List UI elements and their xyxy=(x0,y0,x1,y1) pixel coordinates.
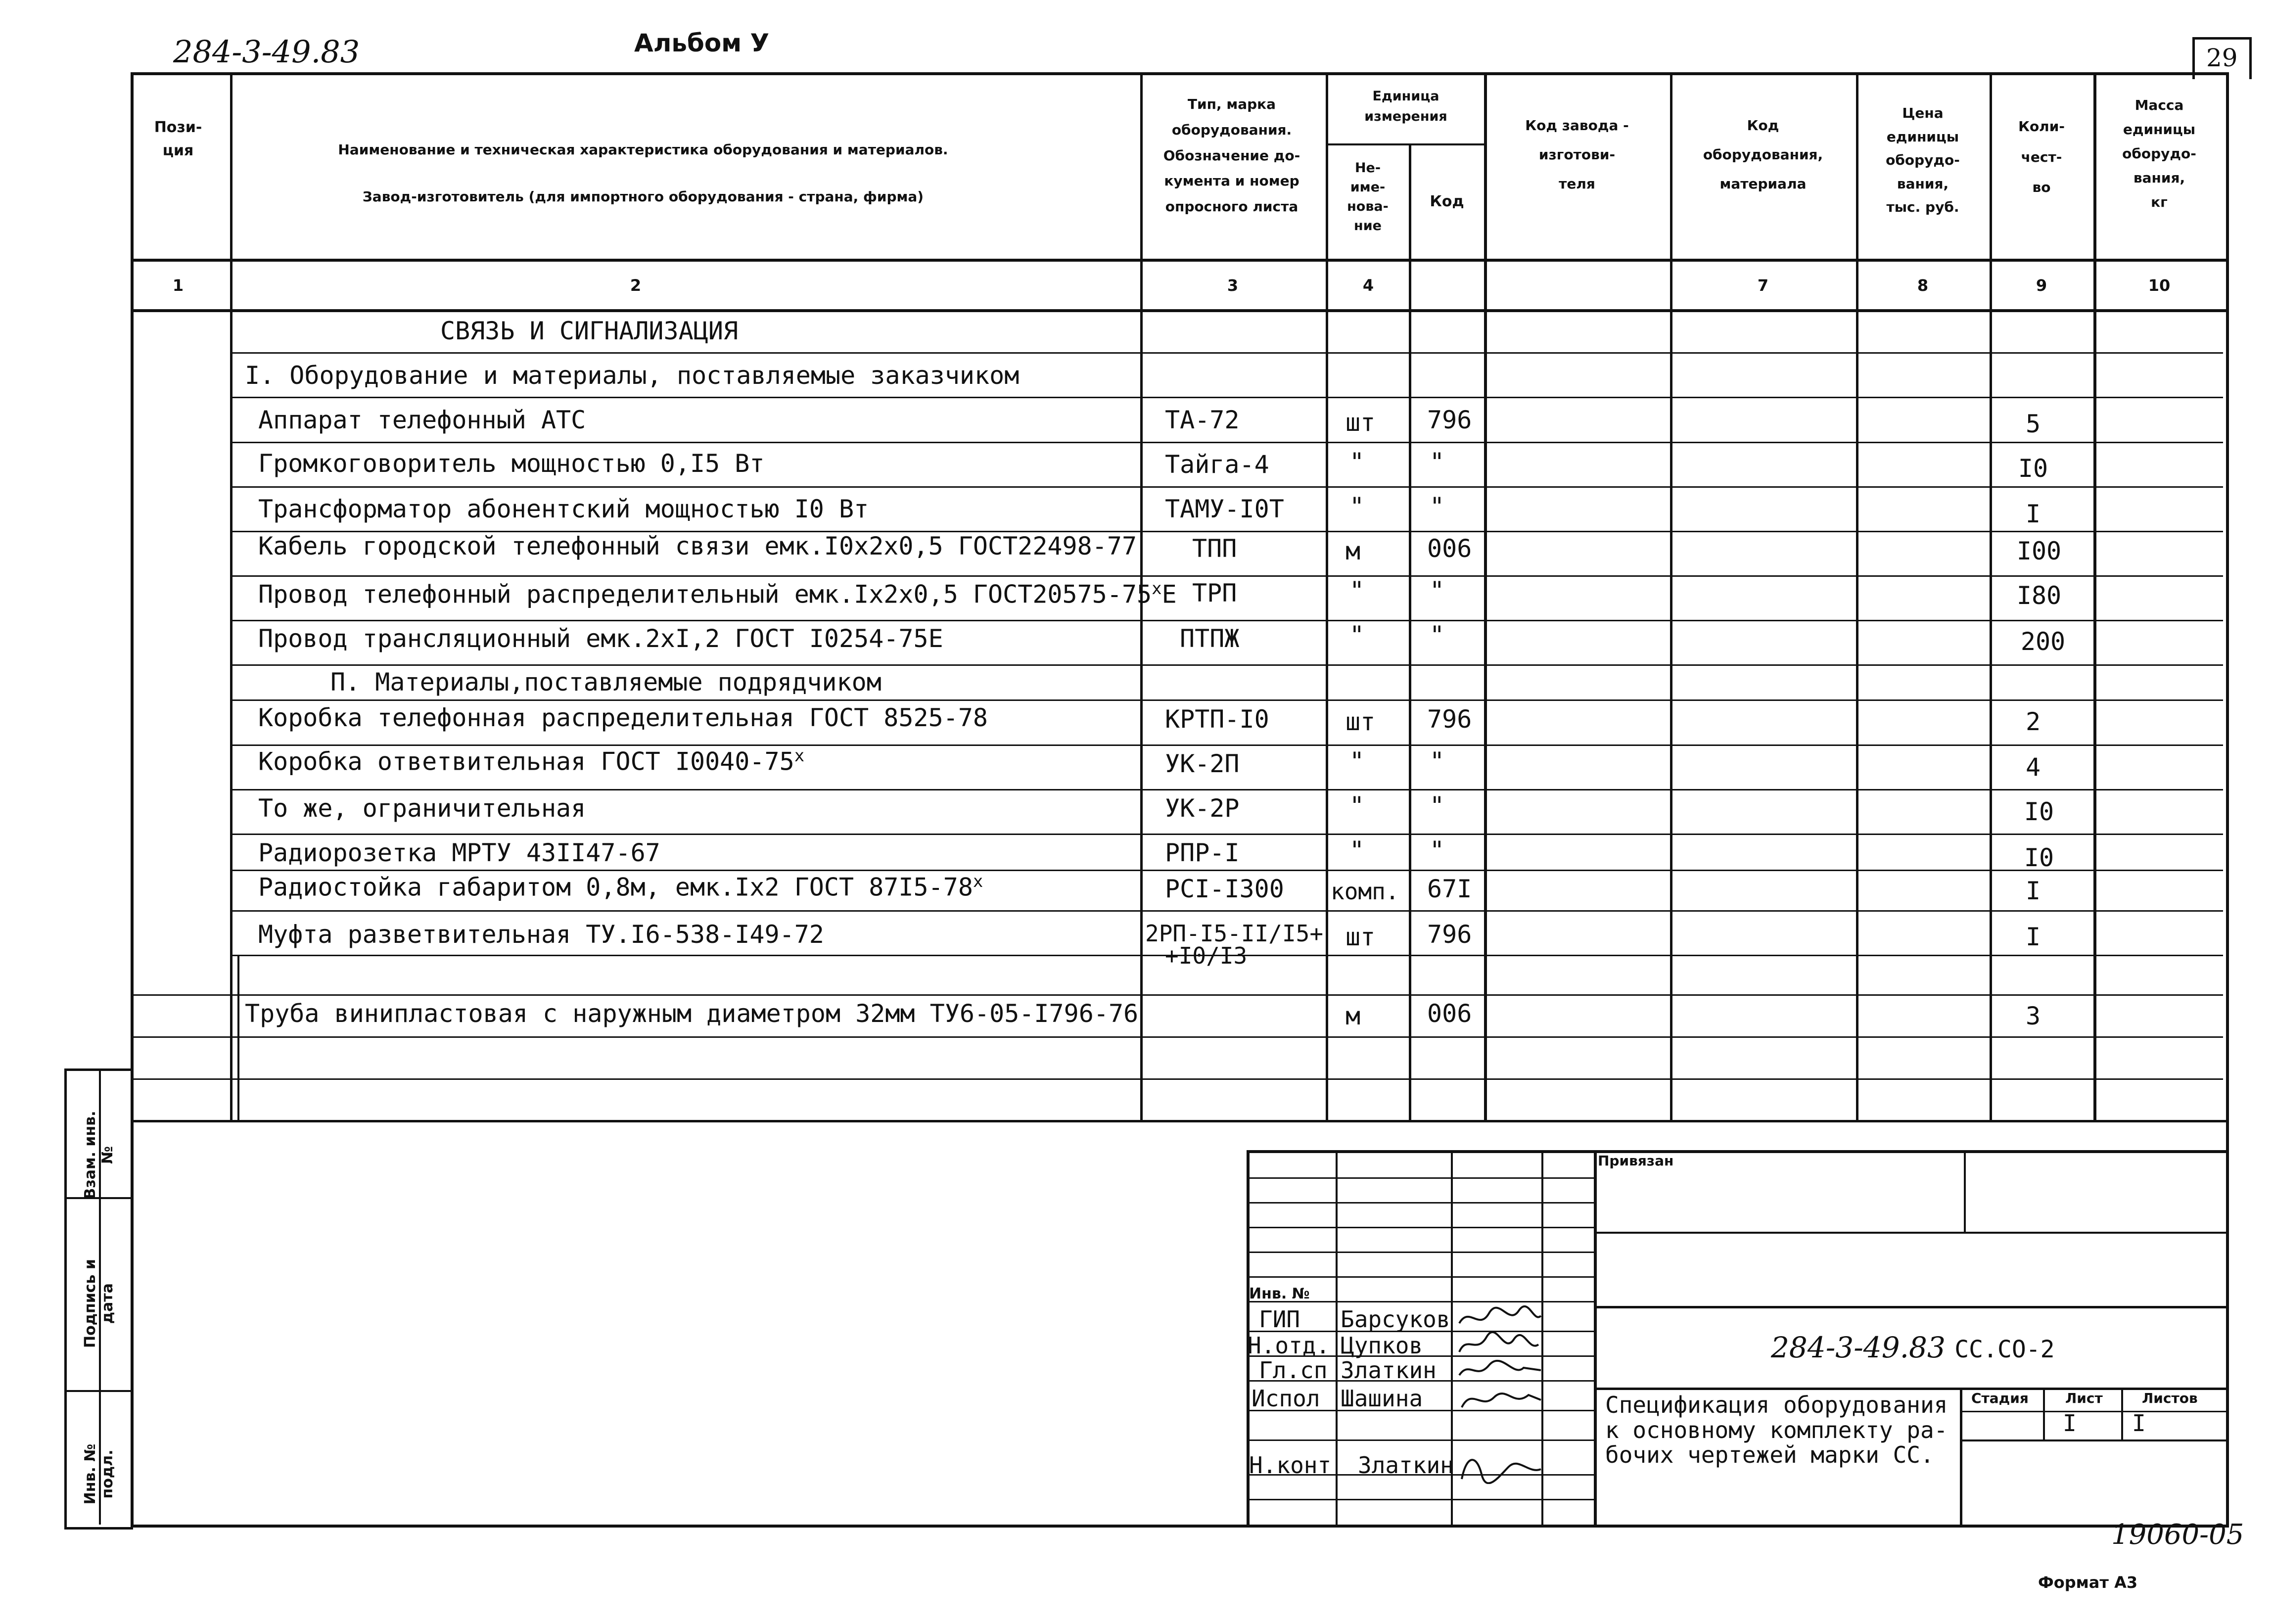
col-line-row-start xyxy=(237,955,239,1121)
col-number: 3 xyxy=(1227,276,1239,295)
row-line xyxy=(131,1078,2223,1080)
row-line xyxy=(232,442,2223,443)
table-row-qty: I xyxy=(2025,923,2041,951)
row-line xyxy=(232,834,2223,835)
table-row-qty: I xyxy=(2025,877,2041,905)
table-row-name: Провод телефонный распределительный емк.Iх2х0,5 $ГОСТ20575-75^хЕ$ xyxy=(258,579,1177,609)
stamp-privyazan: Привязан xyxy=(1598,1153,1674,1169)
stamp-sheet-value: I xyxy=(2063,1410,2077,1437)
table-row-qty: 200 xyxy=(2020,627,2066,656)
stamp-col xyxy=(1964,1150,1966,1233)
col-line-6 xyxy=(1670,72,1672,1121)
table-row-unit: шт xyxy=(1345,923,1376,951)
row-line xyxy=(232,699,2223,701)
col-number: 8 xyxy=(1917,276,1929,295)
table-row-type: ТАМУ-I0Т xyxy=(1165,495,1284,523)
stamp-row xyxy=(1595,1232,2226,1234)
table-row-name: Коробка телефонная распределительная ГОСТ 8525-78 xyxy=(258,703,988,732)
table-row-code: 796 xyxy=(1427,406,1472,434)
stamp-role: ГИП xyxy=(1259,1306,1300,1333)
archive-number: 19060-05 xyxy=(2111,1519,2244,1551)
header-equip-code: Код оборудования, материала xyxy=(1703,117,1823,192)
table-row-name: Радиостойка габаритом 0,8м, емк.Iх2 ГОСТ $87I5-78^х$ xyxy=(258,872,983,902)
stamp-role: Испол xyxy=(1252,1385,1320,1412)
table-row-name: Кабель городской телефонный связи емк.I0х2х0,5 ГОСТ22498-77 xyxy=(258,532,1137,560)
stamp-name: Златкин xyxy=(1341,1357,1437,1384)
side-label-vzam: Взам. инв. № xyxy=(82,1111,116,1200)
table-row-code: 006 xyxy=(1427,999,1472,1028)
stamp-sheets-label: Листов xyxy=(2142,1390,2198,1406)
table-row-code: 796 xyxy=(1427,705,1472,734)
stamp-row xyxy=(1247,1252,1595,1253)
table-row-qty: I0 xyxy=(2024,797,2054,826)
header-pos: Пози- ция xyxy=(154,119,202,159)
table-row-name: Провод трансляционный емк.2хI,2 ГОСТ I0254-75Е xyxy=(258,624,943,653)
stamp-role: Гл.сп xyxy=(1259,1357,1328,1384)
col-number: 4 xyxy=(1362,276,1374,295)
table-row-type: УК-2П xyxy=(1165,749,1240,778)
row-line xyxy=(232,575,2223,577)
signature-scribble xyxy=(1454,1449,1543,1484)
table-row-unit: " xyxy=(1349,448,1365,476)
table-row-name: Громкоговоритель мощностью 0,I5 Вт xyxy=(258,449,765,478)
row-line xyxy=(232,789,2223,790)
stamp-row xyxy=(1247,1177,1595,1179)
table-row-qty: 4 xyxy=(2025,753,2041,782)
unit-sub-line xyxy=(1326,143,1484,145)
stamp-row xyxy=(1247,1202,1595,1204)
header-type: Тип, марка оборудования. Обозначение до- кумента и номер опросного листа xyxy=(1163,96,1300,215)
table-row-type: ПТПЖ xyxy=(1180,624,1240,653)
stamp-row xyxy=(1960,1439,2226,1441)
col-line-3 xyxy=(1326,72,1328,1121)
stamp-row xyxy=(1247,1499,1595,1500)
stamp-name: Цупков xyxy=(1341,1332,1423,1359)
table-row-qty: I0 xyxy=(2018,454,2048,483)
stamp-col xyxy=(1594,1150,1597,1525)
table-row-name: Муфта разветвительная ТУ.I6-538-I49-72 xyxy=(258,920,824,949)
col-number: 9 xyxy=(2036,276,2047,295)
table-row-qty: 3 xyxy=(2025,1002,2041,1030)
table-row-type: ТА-72 xyxy=(1165,406,1240,434)
stamp-row xyxy=(1960,1411,2226,1412)
table-row-code: " xyxy=(1430,791,1445,820)
table-row-type: УК-2Р xyxy=(1165,794,1240,823)
table-row-code: 006 xyxy=(1427,534,1472,563)
subsection-heading: I. Оборудование и материалы, поставляемые заказчиком xyxy=(245,361,1020,390)
stamp-name: Шашина xyxy=(1341,1385,1423,1412)
header-qty: Коли- чест- во xyxy=(2018,118,2065,196)
table-row-name: То же, ограничительная xyxy=(258,794,586,823)
header-name: Наименование и техническая характеристика оборудования и материалов. Завод-изготовитель (для импортного оборудования - страна, фирма) xyxy=(338,141,948,205)
doc-code-top: 284-3-49.83 xyxy=(173,34,360,70)
table-row-type: КРТП-I0 xyxy=(1165,705,1269,734)
section-heading: СВЯЗЬ И СИГНАЛИЗАЦИЯ xyxy=(440,317,739,345)
stamp-role: Н.отд. xyxy=(1248,1332,1330,1359)
stamp-stage-label: Стадия xyxy=(1971,1390,2029,1406)
header-price: Цена единицы оборудо- вания, тыс. руб. xyxy=(1886,105,1960,216)
table-row-name: Труба винипластовая с наружным диаметром 32мм ТУ6-05-I796-76 xyxy=(245,999,1139,1028)
stamp-col xyxy=(2043,1388,2045,1439)
table-row-type: РПР-I xyxy=(1165,838,1240,867)
signature-scribble xyxy=(1454,1303,1543,1333)
table-row-unit: шт xyxy=(1345,408,1376,437)
col-line-8 xyxy=(1990,72,1992,1121)
stamp-name: Барсуков xyxy=(1341,1306,1450,1333)
signature-scribble xyxy=(1454,1385,1543,1412)
sheet-number: 29 xyxy=(2206,44,2238,72)
stamp-title: Спецификация оборудования к основному комплекту ра- бочих чертежей марки СС. xyxy=(1605,1392,1948,1469)
table-row-unit: " xyxy=(1349,747,1365,776)
table-row-type: РСI-I300 xyxy=(1165,875,1284,903)
table-row-name: Коробка ответвительная ГОСТ $I0040-75^х$ xyxy=(258,746,805,776)
col-line-7 xyxy=(1856,72,1858,1121)
table-row-qty: 2 xyxy=(2025,707,2041,736)
header-bottom-line xyxy=(131,259,2226,262)
header-unit-code: Код xyxy=(1430,193,1464,210)
header-factory: Код завода - изготови- теля xyxy=(1525,117,1629,192)
table-row-type: ТПП xyxy=(1192,534,1237,563)
table-row-code: " xyxy=(1430,836,1445,865)
table-row-type: Тайга-4 xyxy=(1165,450,1269,479)
table-row-name: Аппарат телефонный АТС xyxy=(258,406,586,434)
table-row-name: Трансформатор абонентский мощностью I0 Вт xyxy=(258,495,869,523)
table-row-unit: м xyxy=(1345,537,1361,565)
stamp-inv-no: Инв. № xyxy=(1249,1285,1310,1302)
album-label: Альбом У xyxy=(634,29,770,57)
table-row-unit: комп. xyxy=(1331,878,1399,905)
col-number: 2 xyxy=(630,276,642,295)
stamp-col xyxy=(2121,1388,2123,1439)
table-row-type: 2РП-I5-II/I5+ xyxy=(1145,920,1324,947)
col-line-5 xyxy=(1484,72,1487,1121)
row-line xyxy=(232,486,2223,488)
stamp-sheets-value: I xyxy=(2132,1410,2146,1437)
subsection-heading: П. Материалы,поставляемые подрядчиком xyxy=(330,668,881,696)
table-row-qty: 5 xyxy=(2025,410,2041,438)
table-row-qty: I00 xyxy=(2016,537,2062,565)
table-row-qty: I xyxy=(2025,500,2041,528)
col-line-9 xyxy=(2093,72,2096,1121)
table-row-unit: " xyxy=(1349,791,1365,820)
stamp-col xyxy=(1336,1150,1338,1525)
table-row-unit: м xyxy=(1345,1002,1361,1030)
side-strip-divider xyxy=(64,1390,131,1392)
row-line xyxy=(131,1036,2223,1038)
signature-scribble xyxy=(1454,1355,1543,1383)
table-row-type: ТРП xyxy=(1192,579,1237,607)
table-row-code: " xyxy=(1430,492,1445,521)
table-row-qty: I0 xyxy=(2024,843,2054,872)
table-bottom-line xyxy=(131,1120,2226,1122)
side-label-signature: Подпись и дата xyxy=(82,1259,116,1348)
table-row-code: " xyxy=(1430,621,1445,650)
col-line-1 xyxy=(230,72,232,1121)
table-row-unit: " xyxy=(1349,836,1365,865)
table-row-qty: I80 xyxy=(2016,581,2062,610)
stamp-col xyxy=(1960,1388,1962,1525)
colnum-bottom-line xyxy=(131,309,2226,312)
col-number: 7 xyxy=(1757,276,1769,295)
table-row-unit: " xyxy=(1349,492,1365,521)
table-row-unit: " xyxy=(1349,621,1365,650)
stamp-row xyxy=(1595,1306,2226,1308)
col-number: 10 xyxy=(2148,276,2171,295)
table-row-code: " xyxy=(1430,576,1445,605)
row-line xyxy=(232,664,2223,666)
table-row-unit: " xyxy=(1349,576,1365,605)
table-row-name: Радиорозетка МРТУ 43II47-67 xyxy=(258,838,660,867)
stamp-doc-code: 284-3-49.83 СС.СО-2 xyxy=(1771,1331,2055,1364)
header-mass: Масса единицы оборудо- вания, кг xyxy=(2122,97,2196,210)
col-line-4 xyxy=(1409,143,1411,1121)
stamp-sheet-label: Лист xyxy=(2065,1390,2103,1406)
row-line xyxy=(232,352,2223,354)
table-row-code: " xyxy=(1430,747,1445,776)
row-line xyxy=(232,910,2223,912)
row-line xyxy=(131,994,2223,996)
stamp-row xyxy=(1247,1439,1595,1441)
row-line xyxy=(232,870,2223,871)
signature-scribble xyxy=(1454,1330,1543,1359)
header-unit-group: Единица измерения xyxy=(1364,89,1447,124)
stamp-row xyxy=(1595,1388,2226,1390)
row-line xyxy=(232,397,2223,398)
stamp-row xyxy=(1247,1227,1595,1228)
table-row-code: 796 xyxy=(1427,920,1472,949)
side-label-inv-podl: Инв. № подл. xyxy=(82,1443,116,1505)
table-row-unit: шт xyxy=(1345,707,1376,736)
stamp-name: Златкин xyxy=(1358,1452,1454,1479)
stamp-row xyxy=(1247,1276,1595,1278)
table-row-code: 67I xyxy=(1427,875,1472,903)
row-line xyxy=(232,620,2223,621)
header-unit-name: Не- име- нова- ние xyxy=(1347,160,1389,234)
table-row-code: " xyxy=(1430,448,1445,476)
col-number: 1 xyxy=(172,276,184,295)
stamp-role: Н.конт xyxy=(1249,1452,1332,1479)
format-label: Формат А3 xyxy=(2038,1573,2138,1592)
table-row-type-cont: +I0/I3 xyxy=(1165,942,1248,969)
